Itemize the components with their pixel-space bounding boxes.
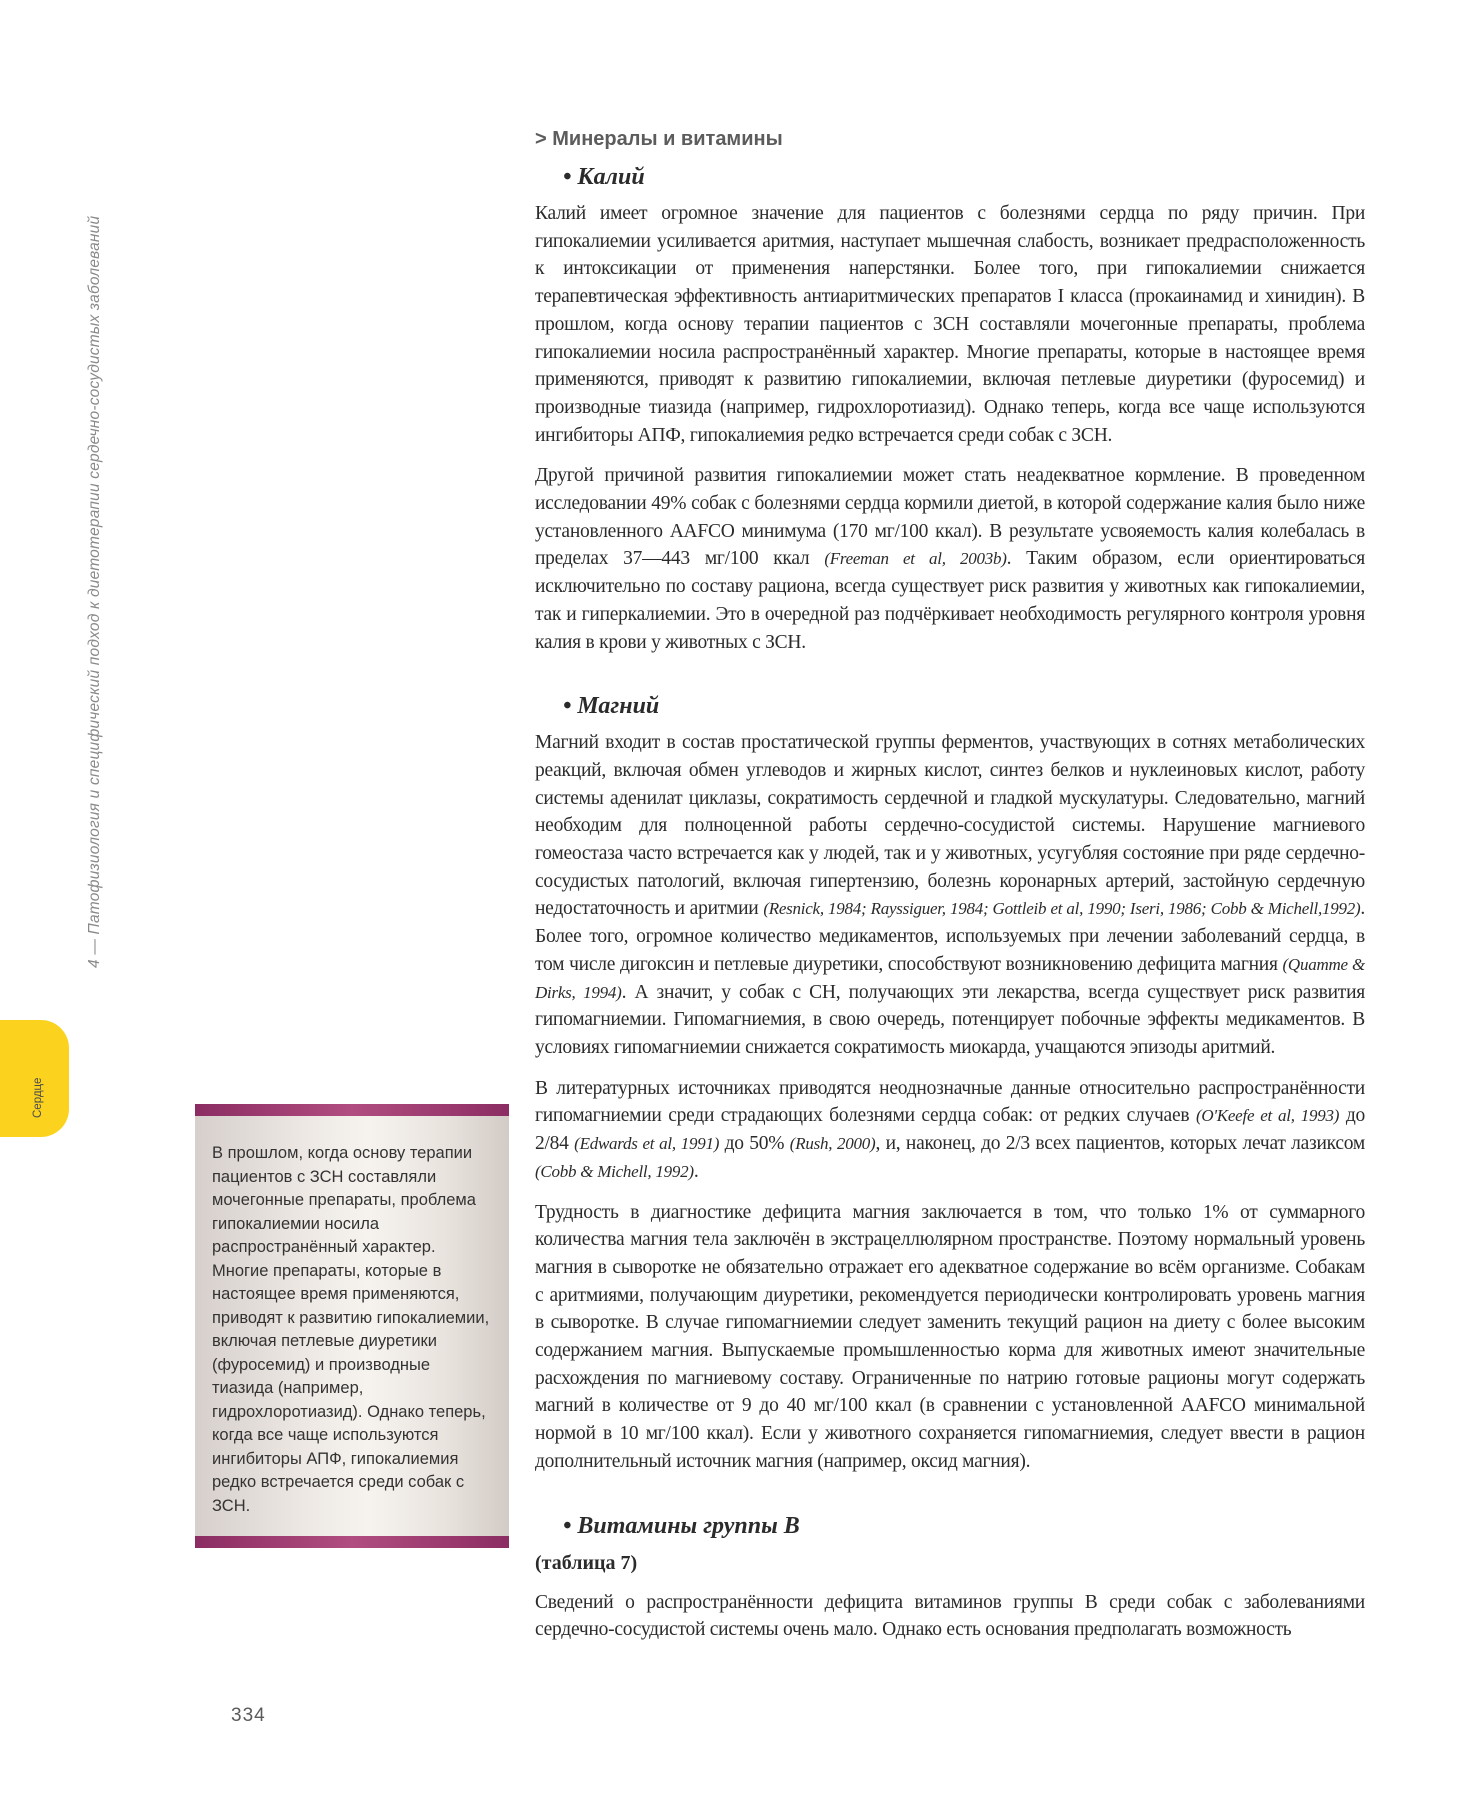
citation: (Rush, 2000) (789, 1134, 876, 1154)
potassium-paragraph-2: Другой причиной развития гипокалиемии может стать неадекватное кормление. В проведенном исследовании 49% собак с болезнями сердца кормили диетой, в которой содержание калия было ниже установленного AAFCO минимума (170 мг/100 ккал). В результате усвояемость калия колебалась в пределах 37—443 мг/100 ккал (Freeman et al, 2003b). Таким образом, если ориентироваться исключительно по составу рациона, всегда существует риск развития у животных как гипокалиемии, так и гиперкалиемии. Это в очередной раз подчёркивает необходимость регулярного контроля уровня калия в крови у животных с ЗСН. (535, 465, 1365, 653)
chapter-thumb-tab (0, 1020, 69, 1137)
citation: (Freeman et al, 2003b) (824, 549, 1007, 569)
thumb-tab-label: Сердце (32, 1077, 44, 1118)
citation: (Resnick, 1984; Rayssiguer, 1984; Gottleib et al, 1990; Iseri, 1986; Cobb & Michell,1992) (763, 899, 1361, 919)
section-title: > Минералы и витамины (535, 128, 783, 150)
potassium-paragraph-1: Калий имеет огромное значение для пациентов с болезнями сердца по ряду причин. При гипокалиемии усиливается аритмия, наступает мышечная слабость, возникает предрасположенность к интоксикации от применения наперстянки. Более того, при гипокалиемии снижается терапевтическая эффективность антиаритмических препаратов I класса (прокаинамид и хинидин). В прошлом, когда основу терапии пациентов с ЗСН составляли мочегонные препараты, проблема гипокалиемии носила распространённый характер. Многие препараты, которые в настоящее время применяются, приводят к развитию гипокалиемии, включая петлевые диуретики (фуросемид) и производные тиазида (например, гидрохлоротиазид). Однако теперь, когда все чаще используются ингибиторы АПФ, гипокалиемия редко встречается среди собак с ЗСН. (535, 203, 1365, 446)
citation: (Cobb & Michell, 1992) (535, 1161, 694, 1181)
sidebar-top-bar (195, 1104, 509, 1116)
table-reference: (таблица 7) (535, 1551, 638, 1574)
magnesium-paragraph-1: Магний входит в состав простатической группы ферментов, участвующих в сотнях метаболических реакций, включая обмен углеводов и жирных кислот, синтез белков и нуклеиновых кислот, работу системы аденилат циклазы, сократимость сердечной и гладкой мускулатуры. Следовательно, магний необходим для полноценной работы сердечно-сосудистой системы. Нарушение магниевого гомеостаза часто встречается как у людей, так и у животных, усугубляя состояние при ряде сердечно-сосудистых патологий, включая гипертензию, болезнь коронарных артерий, застойную сердечную недостаточность и аритмии (Resnick, 1984; Rayssiguer, 1984; Gottleib et al, 1990; Iseri, 1986; Cobb & Michell,1992). Более того, огромное количество медикаментов, используемых при лечении заболеваний сердца, в том числе дигоксин и петлевые диуретики, способствуют возникновению дефицита магния (Quamme & Dirks, 1994). А значит, у собак с СН, получающих эти лекарства, всегда существует риск развития гипомагниемии. Гипомагниемия, в свою очередь, потенцирует побочные эффекты медикаментов. В условиях гипомагниемии снижается сократимость миокарда, учащаются эпизоды аритмий. (535, 732, 1366, 1058)
sidebar-bottom-bar (195, 1536, 509, 1548)
magnesium-heading: • Магний (563, 693, 660, 720)
magnesium-paragraph-3: Трудность в диагностике дефицита магния заключается в том, что только 1% от суммарного количества магния тела заключён в экстрацеллюлярном пространстве. Поэтому нормальный уровень магния в сыворотке не обязательно отражает его адекватное содержание во всём организме. Собакам с аритмиями, получающим диуретики, рекомендуется периодически контролировать уровень магния в сыворотке. В случае гипомагниемии следует заменить текущий рацион на диету с более высоким содержанием магния. Выпускаемые промышленностью корма для животных имеют значительные расхождения по магниевому составу. Ограниченные по натрию готовые рационы могут содержать магний в количестве от 9 до 40 мг/100 ккал (в сравнении с установленной AAFCO минимальной нормой в 10 мг/100 ккал). Если у животного сохраняется гипомагниемия, следует ввести в рацион дополнительный источник магния (например, оксид магния). (535, 1201, 1365, 1472)
vitamins-b-heading: • Витамины группы В (563, 1512, 800, 1539)
page-number: 334 (231, 1705, 266, 1726)
magnesium-paragraph-2: В литературных источниках приводятся неоднозначные данные относительно распространённости гипомагниемии среди страдающих болезнями сердца собак: от редких случаев (O'Keefe et al, 1993) до 2/84 (Edwards et al, 1991) до 50% (Rush, 2000), и, наконец, до 2/3 всех пациентов, которых лечат лазиксом (Cobb & Michell, 1992). (535, 1077, 1365, 1182)
potassium-heading: • Калий (563, 164, 645, 190)
main-column (535, 128, 1365, 1644)
citation: (O'Keefe et al, 1993) (1195, 1106, 1340, 1126)
sidebar-quote-box (195, 1104, 509, 1548)
vitamins-b-paragraph-1: Сведений о распространённости дефицита витаминов группы В среди собак с заболеваниями сердечно-сосудистой системы очень мало. Однако есть основания предполагать возможность (535, 1591, 1365, 1641)
citation: (Quamme & Dirks, 1994) (535, 954, 1365, 1002)
citation: (Edwards et al, 1991) (574, 1134, 720, 1154)
sidebar-quote-text: В прошлом, когда основу терапии пациентов с ЗСН составляли мочегонные препараты, проблема гипокалиемии носила распространённый характер. Многие препараты, которые в настоящее время применяются, приводят к развитию гипокалиемии, включая петлевые диуретики (фуросемид) и производные тиазида (например, гидрохлоротиазид). Однако теперь, когда все чаще используются ингибиторы АПФ, гипокалиемия редко встречается среди собак с ЗСН. (212, 1144, 490, 1515)
running-head: 4 — Патофизиология и специфический подход к диетотерапии сердечно-сосудистых заболеваний (86, 215, 103, 968)
